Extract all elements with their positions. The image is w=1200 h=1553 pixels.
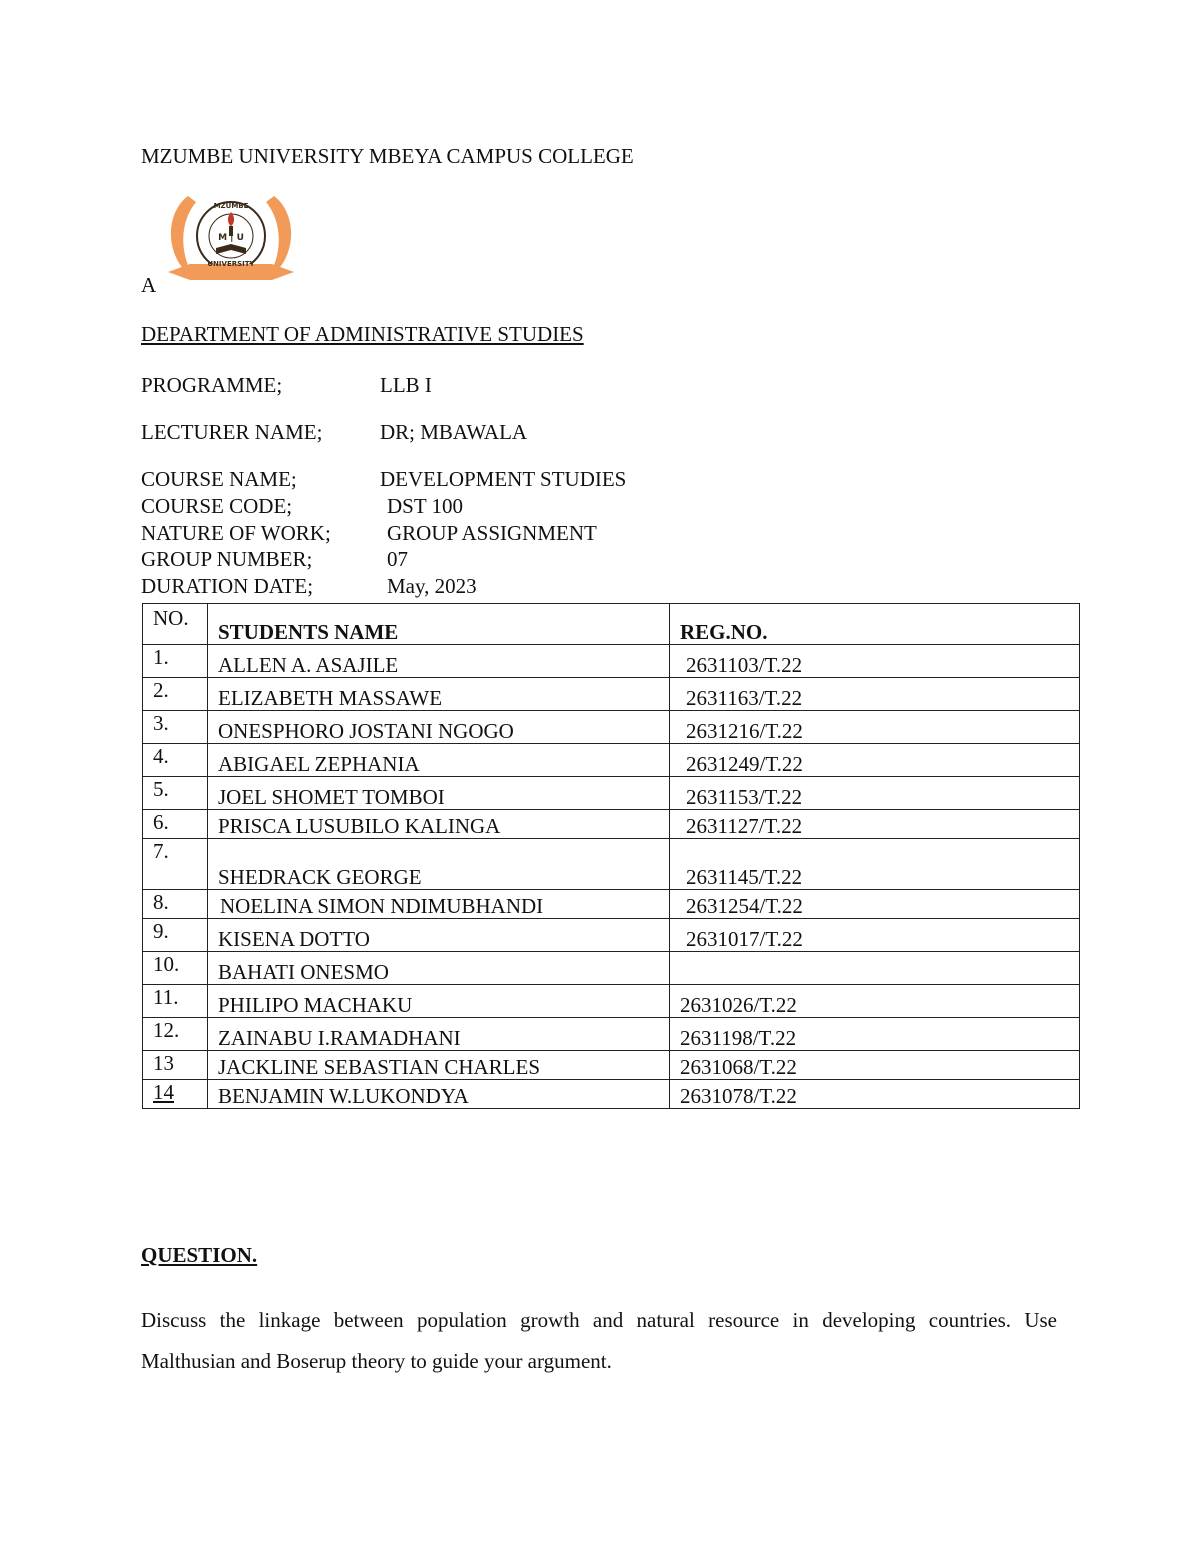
row-name: SHEDRACK GEORGE <box>208 839 670 890</box>
row-no: 4. <box>143 744 208 777</box>
row-name: PHILIPO MACHAKU <box>208 985 670 1018</box>
row-name: KISENA DOTTO <box>208 919 670 952</box>
row-no: 6. <box>143 810 208 839</box>
college-title: MZUMBE UNIVERSITY MBEYA CAMPUS COLLEGE <box>141 144 634 168</box>
row-reg: 2631078/T.22 <box>670 1080 1080 1109</box>
table-row <box>143 678 1080 711</box>
row-reg: 2631145/T.22 <box>670 839 1080 890</box>
row-reg: 2631198/T.22 <box>670 1018 1080 1051</box>
field-label-programme: PROGRAMME; <box>141 373 283 397</box>
row-name: ALLEN A. ASAJILE <box>208 645 670 678</box>
row-reg: 2631254/T.22 <box>670 890 1080 919</box>
field-value-programme: LLB I <box>380 373 432 397</box>
table-row <box>143 1018 1080 1051</box>
row-name: ABIGAEL ZEPHANIA <box>208 744 670 777</box>
row-name: JOEL SHOMET TOMBOI <box>208 777 670 810</box>
table-row <box>143 839 1080 890</box>
header-no: NO. <box>143 604 208 645</box>
field-label-course-name: COURSE NAME; <box>141 467 297 491</box>
row-name: BAHATI ONESMO <box>208 952 670 985</box>
field-label-group-number: GROUP NUMBER; <box>141 547 313 571</box>
table-row <box>143 919 1080 952</box>
row-name: ONESPHORO JOSTANI NGOGO <box>208 711 670 744</box>
field-label-duration-date: DURATION DATE; <box>141 574 314 598</box>
row-reg <box>670 952 1080 985</box>
row-reg: 2631017/T.22 <box>670 919 1080 952</box>
row-name: PRISCA LUSUBILO KALINGA <box>208 810 670 839</box>
table-row <box>143 777 1080 810</box>
row-name: BENJAMIN W.LUKONDYA <box>208 1080 670 1109</box>
table-row <box>143 890 1080 919</box>
svg-text:UNIVERSITY: UNIVERSITY <box>207 260 255 268</box>
table-header-row <box>143 604 1080 645</box>
row-no: 5. <box>143 777 208 810</box>
row-reg: 2631068/T.22 <box>670 1051 1080 1080</box>
row-name: NOELINA SIMON NDIMUBHANDI <box>208 890 670 919</box>
row-no: 3. <box>143 711 208 744</box>
row-name: JACKLINE SEBASTIAN CHARLES <box>208 1051 670 1080</box>
row-reg: 2631249/T.22 <box>670 744 1080 777</box>
row-no: 2. <box>143 678 208 711</box>
table-row <box>143 645 1080 678</box>
svg-text:MZUMBE: MZUMBE <box>213 202 249 210</box>
row-no: 8. <box>143 890 208 919</box>
field-label-lecturer: LECTURER NAME; <box>141 420 323 444</box>
university-logo <box>160 190 302 292</box>
row-reg: 2631153/T.22 <box>670 777 1080 810</box>
question-label: QUESTION. <box>141 1243 258 1267</box>
row-no: 9. <box>143 919 208 952</box>
field-value-group-number: 07 <box>387 547 408 571</box>
row-no: 7. <box>143 839 208 890</box>
question-text: Discuss the linkage between population growth and natural resource in developing countries. Use Malthusian and Boserup theory to guide your argument. <box>141 1308 1057 1373</box>
row-no: 10. <box>143 952 208 985</box>
row-reg: 2631103/T.22 <box>670 645 1080 678</box>
field-value-course-code: DST 100 <box>387 494 464 518</box>
table-row <box>143 711 1080 744</box>
table-row <box>143 1051 1080 1080</box>
row-no: 13 <box>143 1051 208 1080</box>
row-reg: 2631127/T.22 <box>670 810 1080 839</box>
row-reg: 2631163/T.22 <box>670 678 1080 711</box>
department-title: DEPARTMENT OF ADMINISTRATIVE STUDIES <box>141 322 584 346</box>
table-row <box>143 952 1080 985</box>
row-reg: 2631216/T.22 <box>670 711 1080 744</box>
row-name: ELIZABETH MASSAWE <box>208 678 670 711</box>
table-row <box>143 810 1080 839</box>
svg-text:M | U: M | U <box>218 233 244 243</box>
table-row <box>143 985 1080 1018</box>
row-name: ZAINABU I.RAMADHANI <box>208 1018 670 1051</box>
row-no: 11. <box>143 985 208 1018</box>
logo-caption-letter: A <box>141 273 157 297</box>
field-label-course-code: COURSE CODE; <box>141 494 293 518</box>
field-value-nature-of-work: GROUP ASSIGNMENT <box>387 521 597 545</box>
table-row <box>143 1080 1080 1109</box>
field-value-lecturer: DR; MBAWALA <box>380 420 528 444</box>
header-students-name: STUDENTS NAME <box>208 604 670 645</box>
row-no: 14 <box>143 1080 208 1109</box>
row-no: 1. <box>143 645 208 678</box>
row-reg: 2631026/T.22 <box>670 985 1080 1018</box>
field-value-duration-date: May, 2023 <box>387 574 477 598</box>
students-table <box>142 603 1080 1109</box>
header-reg-no: REG.NO. <box>670 604 1080 645</box>
row-no: 12. <box>143 1018 208 1051</box>
table-row <box>143 744 1080 777</box>
field-value-course-name: DEVELOPMENT STUDIES <box>380 467 627 491</box>
field-label-nature-of-work: NATURE OF WORK; <box>141 521 331 545</box>
